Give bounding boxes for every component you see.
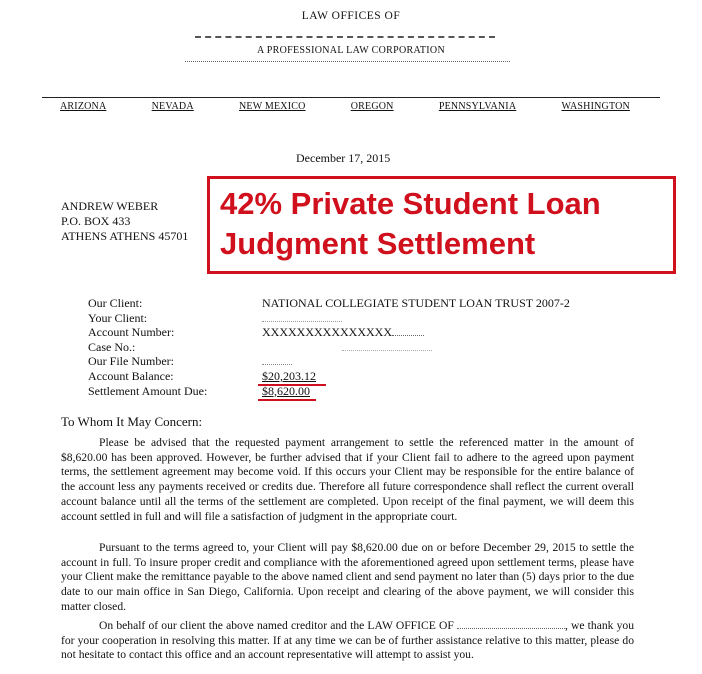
letterhead-subtitle: A PROFESSIONAL LAW CORPORATION — [257, 45, 445, 56]
value-file-number-redacted — [262, 354, 570, 369]
state-item: WASHINGTON — [561, 101, 630, 112]
state-item: OREGON — [350, 101, 394, 112]
recipient-address — [61, 199, 188, 244]
label-account-number: Account Number: — [88, 325, 175, 340]
paragraph-2 — [61, 541, 634, 615]
paragraph-1-text: Please be advised that the requested payment arrangement to settle the referenced matter in the amount of $8,620.00 has been approved. However, be further advised that if your Client fail to adhere to the agreed upon payment terms, the settlement agreement may become void. If this occurs your Client may be responsible for the entire balance of the account less any payments received or credits due. Therefore all future correspondence shall reflect the current overall account balance until all the terms of the settlement are completed. Upon receipt of the final payment, we will deem this account settled in full and will file a satisfaction of judgment in the appropriate court. — [61, 436, 634, 523]
paragraph-3-start: On behalf of our client the above named creditor and the LAW OFFICE OF — [99, 619, 454, 632]
label-file-number: Our File Number: — [88, 354, 174, 369]
settlement-red-underline — [258, 399, 316, 416]
state-item: NEW MEXICO — [238, 101, 306, 112]
label-account-balance: Account Balance: — [88, 368, 174, 383]
account-number-text: XXXXXXXXXXXXXXX — [262, 325, 392, 340]
salutation: To Whom It May Concern: — [61, 414, 203, 429]
account-info-values — [262, 296, 570, 398]
recipient-city: ATHENS ATHENS 45701 — [61, 229, 189, 243]
paragraph-2-text: Pursuant to the terms agreed to, your Client will pay $8,620.00 due on or before December 29, 2015 to settle the account in full. To insure proper credit and compliance with the aforementioned agreed upon settlement terms, please have your Client make the remittance payable to the above named client and send payment no later than (5) days prior to the due date to our main office in San Diego, California. Upon receipt and clearing of the above payment, we will consider this matter closed. — [61, 541, 634, 613]
state-item: PENNSYLVANIA — [438, 101, 517, 112]
banner-line-2: Judgment Settlement — [220, 226, 536, 261]
paragraph-3 — [61, 619, 634, 663]
paragraph-1 — [61, 436, 634, 524]
value-settlement-amount — [262, 384, 570, 399]
label-settlement-amount: Settlement Amount Due: — [88, 383, 208, 398]
recipient-po-box: P.O. BOX 433 — [61, 214, 131, 228]
label-our-client: Our Client: — [88, 296, 143, 310]
label-your-client: Your Client: — [88, 310, 148, 325]
redacted-firm-inline — [457, 619, 565, 629]
letterhead-rule — [42, 97, 660, 98]
states-list — [60, 101, 630, 112]
letter-date: December 17, 2015 — [296, 151, 391, 165]
state-item: NEVADA — [151, 101, 194, 112]
account-balance-text: $20,203.12 — [262, 368, 316, 383]
value-our-client: NATIONAL COLLEGIATE STUDENT LOAN TRUST 2007-2 — [262, 296, 570, 310]
value-your-client-redacted — [262, 311, 570, 326]
account-info-labels — [88, 296, 207, 398]
letterhead-title: LAW OFFICES OF — [301, 10, 401, 22]
settlement-amount-text: $8,620.00 — [262, 383, 310, 398]
value-case-no-redacted — [262, 340, 570, 355]
recipient-name: ANDREW WEBER — [61, 199, 159, 213]
state-item: ARIZONA — [60, 101, 107, 112]
banner-line-1: 42% Private Student Loan — [220, 186, 601, 221]
redacted-firm-address — [185, 61, 510, 66]
paragraph-3-end: , we thank you for your cooperation in resolving this matter. If at any time we can be of further assistance relative to this matter, please do not hesitate to contact this office and an account representative will attempt to assist you. — [61, 619, 634, 662]
value-account-number — [262, 325, 570, 340]
value-account-balance — [262, 369, 570, 384]
label-case-no: Case No.: — [88, 339, 136, 354]
settlement-banner — [207, 176, 676, 274]
